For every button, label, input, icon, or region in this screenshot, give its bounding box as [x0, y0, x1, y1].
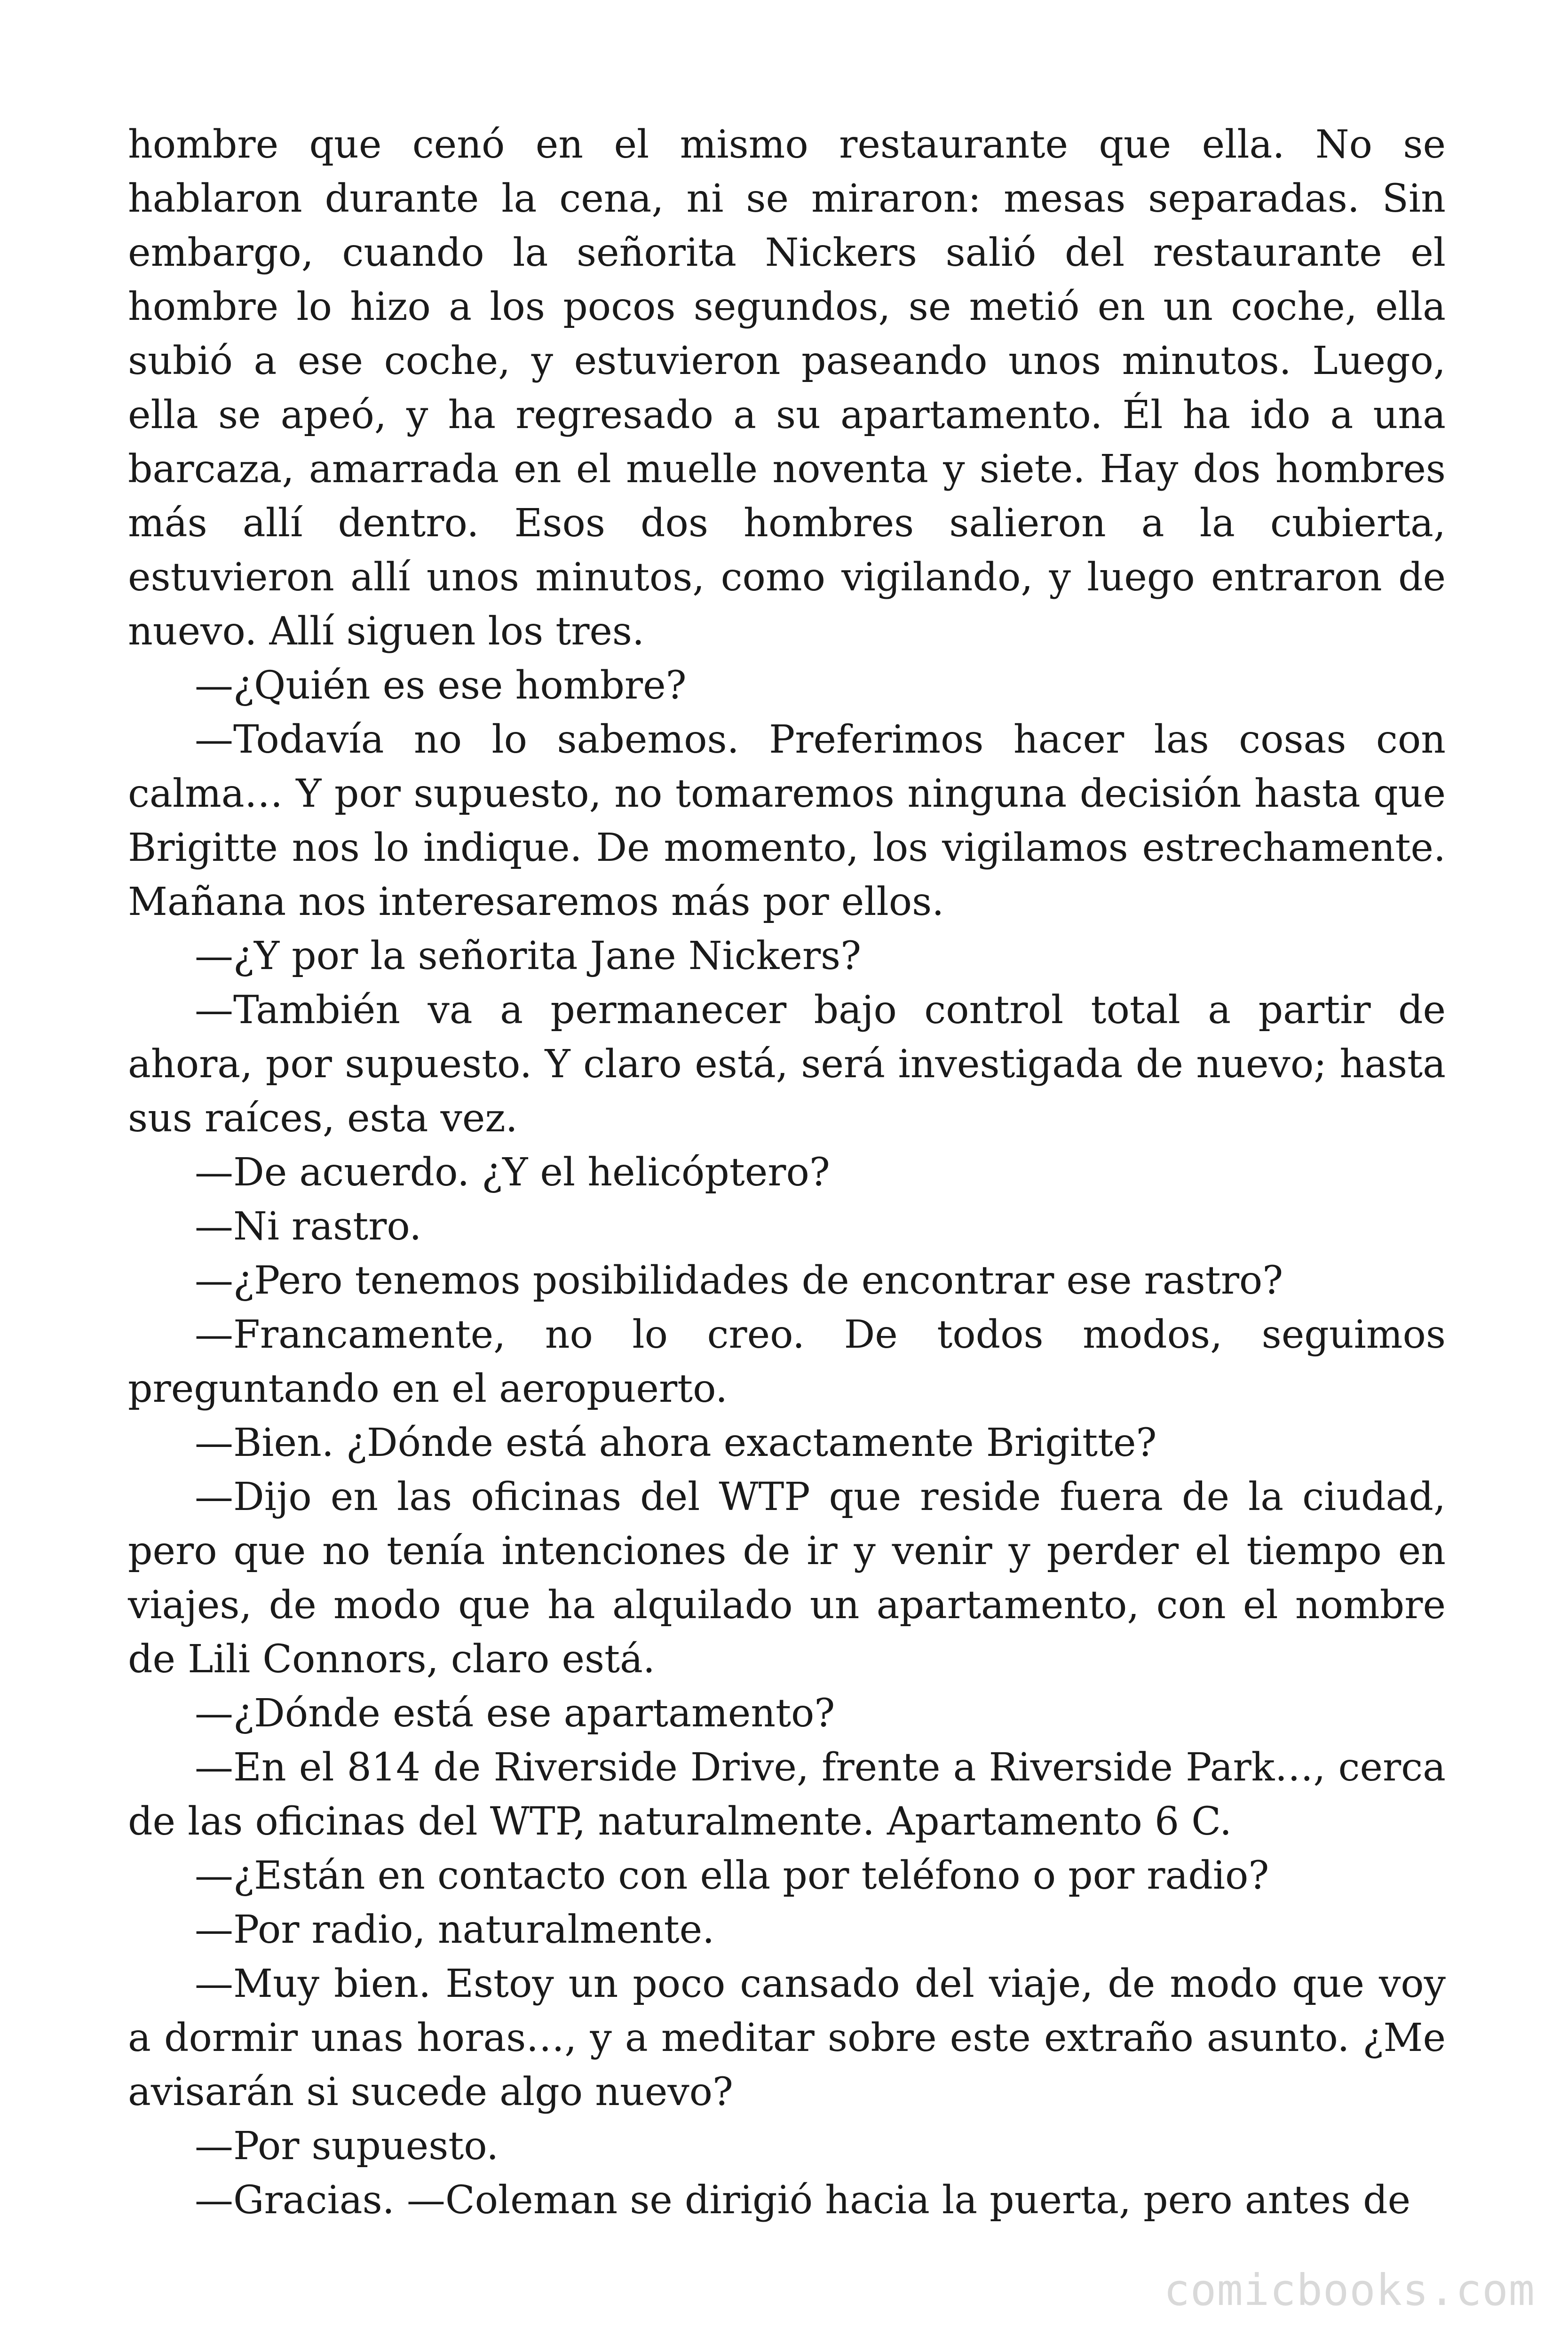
paragraph: hombre que cenó en el mismo restaurante que ella. No se hablaron durante la cena, ni se miraron: mesas separadas. Sin embargo, cuando la señorita Nickers salió del restaurante el hombre lo hizo a los pocos segundos, se metió en un coche, ella subió a ese coche, y estuvieron paseando unos minutos. Luego, ella se apeó, y ha regresado a su apartamento. Él ha ido a una barcaza, amarrada en el muelle noventa y siete. Hay dos hombres más allí dentro. Esos dos hombres salieron a la cubierta, estuvieron allí unos minutos, como vigilando, y luego entraron de nuevo. Allí siguen los tres.	[128, 122, 1446, 654]
dialogue-paragraph: —¿Quién es ese hombre?	[195, 663, 687, 708]
dialogue-paragraph: —Por radio, naturalmente.	[195, 1907, 715, 1952]
dialogue-paragraph: —¿Pero tenemos posibilidades de encontrar ese rastro?	[195, 1258, 1283, 1303]
dialogue-paragraph: —¿Y por la señorita Jane Nickers?	[195, 934, 862, 978]
dialogue-paragraph: —Francamente, no lo creo. De todos modos, seguimos preguntando en el aeropuerto.	[128, 1312, 1446, 1411]
dialogue-paragraph: —Dijo en las oficinas del WTP que reside fuera de la ciudad, pero que no tenía intenciones de ir y venir y perder el tiempo en viajes, de modo que ha alquilado un apartamento, con el nombre de Lili Connors, claro está.	[128, 1475, 1446, 1682]
dialogue-paragraph: —Por supuesto.	[195, 2124, 499, 2169]
dialogue-paragraph: —Todavía no lo sabemos. Preferimos hacer las cosas con calma… Y por supuesto, no tomaremos ninguna decisión hasta que Brigitte nos lo indique. De momento, los vigilamos estrechamente. Mañana nos interesaremos más por ellos.	[128, 717, 1446, 924]
page-body	[128, 118, 1446, 2227]
dialogue-paragraph: —¿Están en contacto con ella por teléfono o por radio?	[195, 1853, 1269, 1898]
dialogue-paragraph: —Muy bien. Estoy un poco cansado del viaje, de modo que voy a dormir unas horas…, y a meditar sobre este extraño asunto. ¿Me avisarán si sucede algo nuevo?	[128, 1962, 1446, 2114]
watermark: comicbooks.com	[1164, 2265, 1535, 2315]
dialogue-paragraph: —En el 814 de Riverside Drive, frente a Riverside Park…, cerca de las oficinas del WTP, naturalmente. Apartamento 6 C.	[128, 1745, 1446, 1844]
dialogue-paragraph: —También va a permanecer bajo control total a partir de ahora, por supuesto. Y claro está, será investigada de nuevo; hasta sus raíces, esta vez.	[128, 988, 1446, 1141]
dialogue-paragraph: —De acuerdo. ¿Y el helicóptero?	[195, 1150, 830, 1195]
dialogue-paragraph: —Ni rastro.	[195, 1204, 422, 1249]
dialogue-paragraph: —¿Dónde está ese apartamento?	[195, 1691, 835, 1736]
dialogue-paragraph: —Bien. ¿Dónde está ahora exactamente Brigitte?	[195, 1421, 1157, 1465]
dialogue-paragraph: —Gracias. —Coleman se dirigió hacia la puerta, pero antes de	[195, 2178, 1411, 2223]
